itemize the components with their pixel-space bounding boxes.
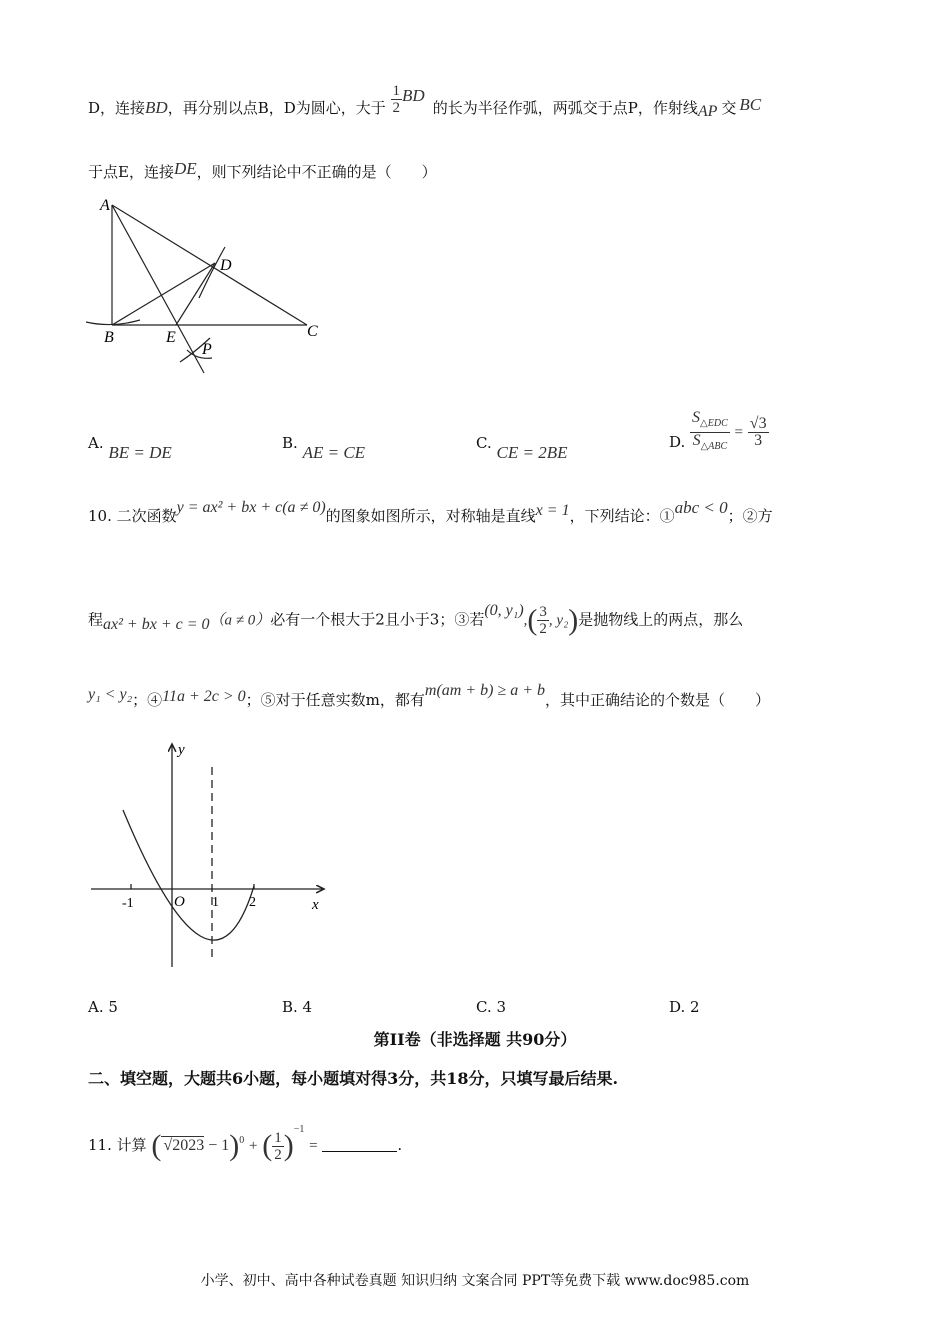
q10-option-d: D. 2	[669, 998, 700, 1016]
sqrt3-over-3-fraction: $\frac{√3}{3}$	[749, 415, 767, 449]
tick-label-1: 1	[212, 895, 219, 910]
q11-line: 11. 计算 ( √2023 − 1)$^0$ + ( $\frac{1}{2}$ )$^{-1}$ = .	[88, 1124, 403, 1163]
triangle-figure	[82, 190, 332, 380]
axis-label-x: x	[312, 897, 319, 913]
q9-line1: D，连接BD，再分别以点B，D为圆心，大于 $\frac{1}{2}$ BD的长为半径作弧，两弧交于点P，作射线AP 交 BC	[88, 82, 762, 120]
segment-de	[176, 263, 215, 325]
q9-option-c: C. CE = 2BE	[476, 434, 568, 462]
label-a: A	[100, 197, 110, 214]
q11-half-fraction: $\frac{1}{2}$	[274, 1129, 282, 1163]
q9-half-fraction: $\frac{1}{2}$	[392, 82, 401, 116]
axis-label-y: y	[178, 742, 185, 758]
q9-line2: 于点E，连接DE，则下列结论中不正确的是（ ）	[88, 159, 437, 181]
q10-line1: 10. 二次函数y = ax² + bx + c(a ≠ 0)的图象如图所示，对称轴是直线x = 1，下列结论：①abc < 0；②方	[88, 498, 773, 525]
three-halves-fraction: $\frac{3}{2}$	[539, 604, 547, 637]
tick-label-2: 2	[249, 895, 256, 910]
segment-bd	[112, 263, 215, 325]
q10-line3: y₁ < y₂；④11a + 2c > 0；⑤对于任意实数m，都有m(am + b) ≥ a + b，其中正确结论的个数是（ ）	[88, 682, 771, 709]
ray-ap	[112, 205, 204, 373]
label-d: D	[220, 257, 232, 274]
area-ratio-fraction: $\frac{S_{\triangle EDC}}{S_{\triangle ABC}}$	[692, 409, 728, 452]
q9-option-b: B. AE = CE	[282, 434, 366, 462]
q9-option-a: A. BE = DE	[88, 434, 172, 462]
page-footer: 小学、初中、高中各种试卷真题 知识归纳 文案合同 PPT等免费下载 www.doc985.com	[200, 1273, 750, 1289]
section-instructions: 二、填空题，大题共6小题，每小题填对得3分，共18分，只填写最后结果.	[88, 1069, 619, 1088]
origin-label: O	[174, 894, 185, 910]
parabola-graph	[86, 732, 336, 972]
label-c: C	[307, 323, 318, 340]
q10-option-b: B. 4	[282, 998, 313, 1016]
answer-blank[interactable]	[322, 1137, 397, 1152]
q10-option-a: A. 5	[88, 998, 118, 1016]
q10-option-c: C. 3	[476, 998, 507, 1016]
parabola-curve	[123, 810, 254, 940]
label-e: E	[166, 329, 176, 346]
arc-at-b	[86, 320, 140, 325]
tick-label-neg1: -1	[122, 896, 134, 911]
q10-line2: 程ax² + bx + c = 0（a ≠ 0）必有一个根大于2且小于3；③若(0, y₁),( $\frac{3}{2}$ , y₂)是抛物线上的两点，那么	[88, 601, 744, 637]
label-b: B	[104, 329, 114, 346]
label-p: P	[202, 341, 212, 358]
q9-option-d: D. $\frac{S_{\triangle EDC}}{S_{\triangle ABC}}$ = $\frac{√3}{3}$	[669, 410, 769, 455]
section-title: 第II卷（非选择题 共90分）	[373, 1030, 577, 1049]
